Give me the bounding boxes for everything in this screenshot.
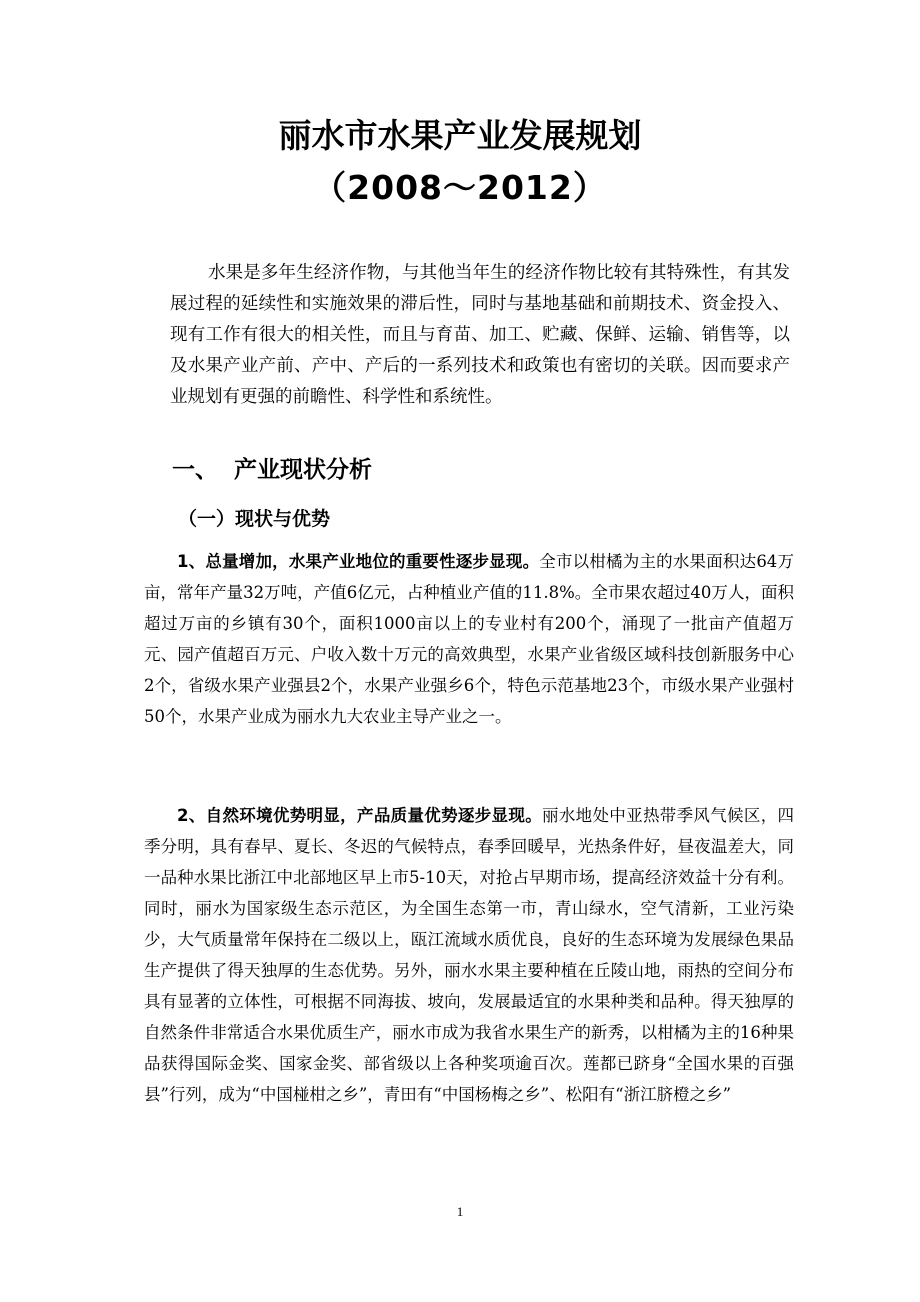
paragraph-1-lead: 1、总量增加，水果产业地位的重要性逐步显现。 <box>177 552 540 571</box>
paragraph-1 <box>144 546 794 732</box>
section-title: 产业现状分析 <box>234 457 372 483</box>
intro-paragraph: 水果是多年生经济作物，与其他当年生的经济作物比较有其特殊性，有其发展过程的延续性和实施效果的滞后性，同时与基地基础和前期技术、资金投入、现有工作有很大的相关性，而且与育苗、加工、贮藏、保鲜、运输、销售等，以及水果产业产前、产中、产后的一系列技术和政策也有密切的关联。因而要求产业规划有更强的前瞻性、科学性和系统性。 <box>170 263 790 407</box>
paragraph-2-text: 丽水地处中亚热带季风气候区，四季分明，具有春早、夏长、冬迟的气候特点，春季回暖早，光热条件好，昼夜温差大，同一品种水果比浙江中北部地区早上市5-10天，对抢占早期市场，提高经济效益十分有利。同时，丽水为国家级生态示范区，为全国生态第一市，青山绿水，空气清新，工业污染少，大气质量常年保持在二级以上，瓯江流域水质优良，良好的生态环境为发展绿色果品生产提供了得天独厚的生态优势。另外，丽水水果主要种植在丘陵山地，雨热的空间分布具有显著的立体性，可根据不同海拔、坡向，发展最适宜的水果种类和品种。得天独厚的自然条件非常适合水果优质生产，丽水市成为我省水果生产的新秀，以柑橘为主的16种果品获得国际金奖、国家金奖、部省级以上各种奖项逾百次。莲都已跻身“全国水果的百强县”行列，成为“中国椪柑之乡”，青田有“中国杨梅之乡”、松阳有“浙江脐橙之乡” <box>144 806 795 1104</box>
document-subtitle: （2008～2012） <box>313 168 607 207</box>
section-number: 一、 <box>172 457 218 483</box>
subsection-heading: （一）现状与优势 <box>178 508 331 530</box>
paragraph-2-lead: 2、自然环境优势明显，产品质量优势逐步显现。 <box>177 806 543 825</box>
page-number: 1 <box>456 1204 464 1219</box>
paragraph-1-text: 全市以柑橘为主的水果面积达64万亩，常年产量32万吨，产值6亿元，占种植业产值的11.8%。全市果农超过40万人，面积超过万亩的乡镇有30个，面积1000亩以上的专业村有200个，涌现了一批亩产值超万元、园产值超百万元、户收入数十万元的高效典型，水果产业省级区域科技创新服务中心2个，省级水果产业强县2个，水果产业强乡6个，特色示范基地23个，市级水果产业强村50个，水果产业成为丽水九大农业主导产业之一。 <box>144 552 795 726</box>
paragraph-2 <box>144 800 794 1110</box>
document-title: 丽水市水果产业发展规划 <box>278 116 642 155</box>
section-heading <box>172 452 372 488</box>
